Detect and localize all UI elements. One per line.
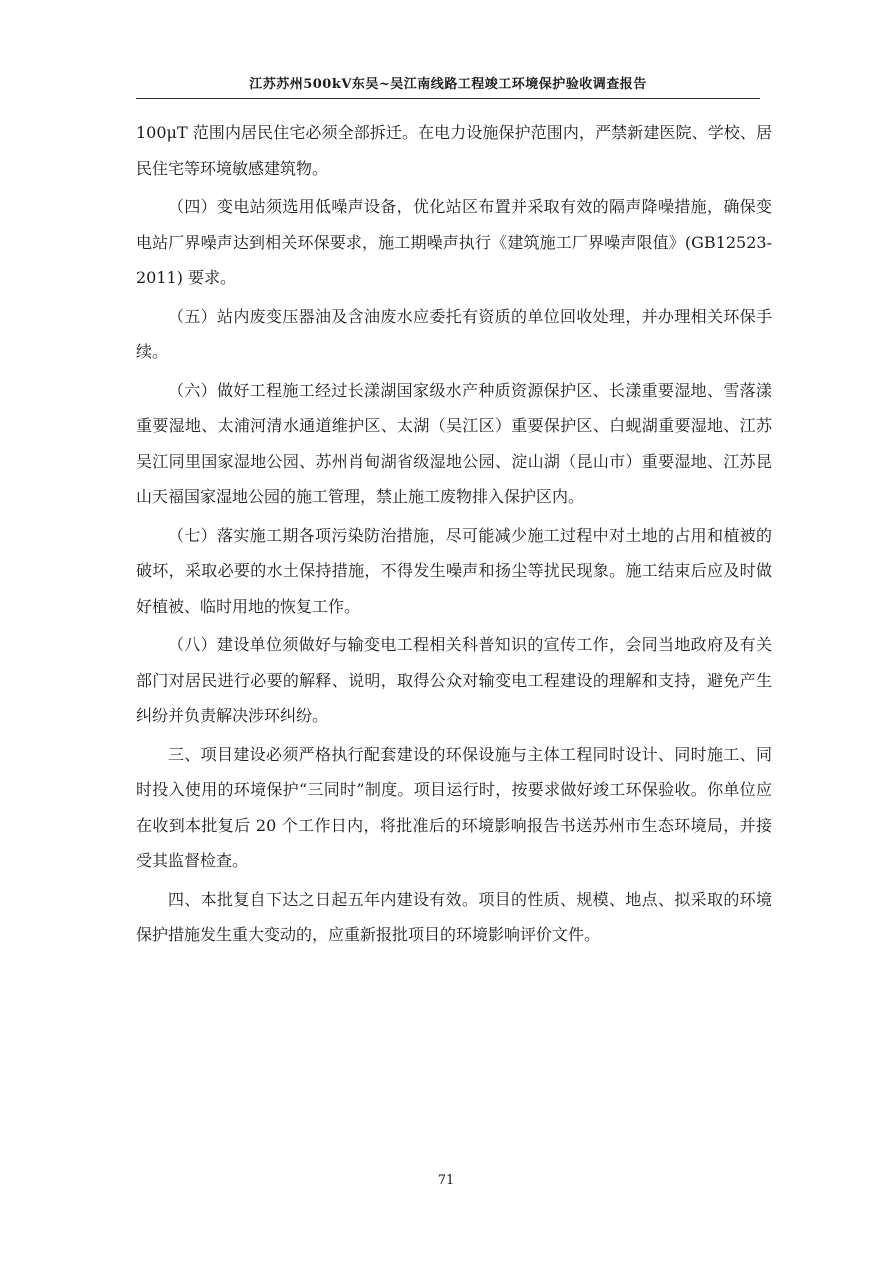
paragraph-item-5: （五）站内废变压器油及含油废水应委托有资质的单位回收处理，并办理相关环保手续。 [136, 306, 772, 361]
paragraph-item-4: （四）变电站须选用低噪声设备，优化站区布置并采取有效的隔声降噪措施，确保变电站厂界噪声达到相关环保要求，施工期噪声执行《建筑施工厂界噪声限值》(GB12523-2011) 要求。 [136, 197, 772, 287]
paragraph-continuation: 100μT 范围内居民住宅必须全部拆迁。在电力设施保护范围内，严禁新建医院、学校、居民住宅等环境敏感建筑物。 [136, 123, 772, 178]
paragraph-item-8: （八）建设单位须做好与输变电工程相关科普知识的宣传工作，会同当地政府及有关部门对居民进行必要的解释、说明，取得公众对输变电工程建设的理解和支持，避免产生纠纷并负责解决涉环纠纷。 [136, 635, 772, 725]
running-header: 江苏苏州500kV东吴~吴江南线路工程竣工环境保护验收调查报告 [249, 77, 647, 92]
paragraph-section-3: 三、项目建设必须严格执行配套建设的环保设施与主体工程同时设计、同时施工、同时投入使用的环境保护“三同时”制度。项目运行时，按要求做好竣工环保验收。你单位应在收到本批复后 20 个工作日内，将批准后的环境影响报告书送苏州市生态环境局，并接受其监督检查。 [136, 744, 772, 870]
paragraph-item-7: （七）落实施工期各项污染防治措施，尽可能减少施工过程中对土地的占用和植被的破坏，采取必要的水土保持措施，不得发生噪声和扬尘等扰民现象。施工结束后应及时做好植被、临时用地的恢复工作。 [136, 525, 772, 616]
document-body [136, 115, 772, 956]
header-divider [136, 98, 760, 99]
page-number: 71 [437, 1173, 455, 1188]
paragraph-section-4: 四、本批复自下达之日起五年内建设有效。项目的性质、规模、地点、拟采取的环境保护措施发生重大变动的，应重新报批项目的环境影响评价文件。 [136, 889, 772, 944]
paragraph-item-6: （六）做好工程施工经过长漾湖国家级水产种质资源保护区、长漾重要湿地、雪落漾重要湿地、太浦河清水通道维护区、太湖（吴江区）重要保护区、白蚬湖重要湿地、江苏吴江同里国家湿地公园、苏州肖甸湖省级湿地公园、淀山湖（昆山市）重要湿地、江苏昆山天福国家湿地公园的施工管理，禁止施工废物排入保护区内。 [136, 380, 772, 506]
